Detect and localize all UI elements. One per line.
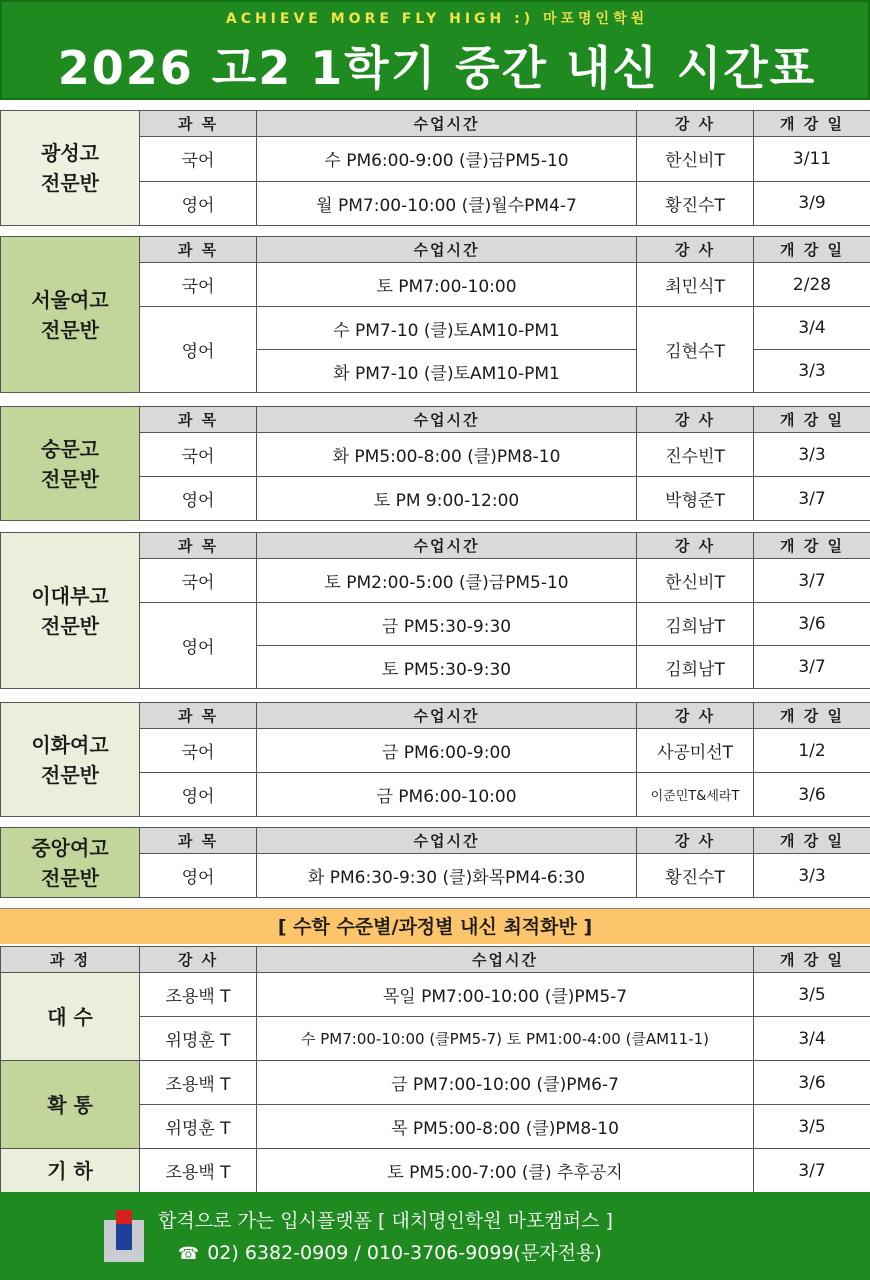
math-table <box>0 946 870 1193</box>
teacher-cell: 박형준T <box>637 477 754 521</box>
school-name: 이대부고 전문반 <box>1 533 140 689</box>
start-cell: 3/7 <box>754 559 870 603</box>
time-cell: 수 PM7-10 (클)토AM10-PM1 <box>257 307 637 350</box>
subject-cell: 국어 <box>140 559 257 603</box>
teacher-cell: 한신비T <box>637 137 754 181</box>
teacher-cell: 한신비T <box>637 559 754 603</box>
col-time: 수업시간 <box>257 533 637 559</box>
col-subject: 과 목 <box>140 111 257 137</box>
teacher-cell: 조용백 T <box>140 1061 257 1105</box>
time-cell: 목일 PM7:00-10:00 (클)PM5-7 <box>257 973 754 1017</box>
start-cell: 3/5 <box>754 1105 870 1149</box>
subject-cell: 영어 <box>140 854 257 898</box>
school-name: 이화여고 전문반 <box>1 703 140 817</box>
col-start: 개 강 일 <box>754 947 870 973</box>
start-cell: 3/5 <box>754 973 870 1017</box>
col-teacher: 강 사 <box>637 533 754 559</box>
footer-slogan: 합격으로 가는 입시플랫폼 [ 대치명인학원 마포캠퍼스 ] <box>158 1210 613 1232</box>
col-subject: 과 목 <box>140 828 257 854</box>
course-name: 확 통 <box>1 1061 140 1149</box>
time-cell: 금 PM5:30-9:30 <box>257 603 637 646</box>
time-cell: 토 PM5:30-9:30 <box>257 646 637 689</box>
footer-contact <box>178 1238 602 1265</box>
col-start: 개 강 일 <box>754 407 870 433</box>
time-cell: 금 PM7:00-10:00 (클)PM6-7 <box>257 1061 754 1105</box>
start-cell: 3/7 <box>754 1149 870 1193</box>
start-cell: 3/3 <box>754 854 870 898</box>
time-cell: 토 PM 9:00-12:00 <box>257 477 637 521</box>
start-cell: 3/6 <box>754 773 870 817</box>
col-time: 수업시간 <box>257 111 637 137</box>
col-start: 개 강 일 <box>754 237 870 263</box>
col-teacher: 강 사 <box>637 828 754 854</box>
start-cell: 3/7 <box>754 477 870 521</box>
subject-cell: 영어 <box>140 477 257 521</box>
start-cell: 3/3 <box>754 433 870 477</box>
teacher-cell: 조용백 T <box>140 973 257 1017</box>
teacher-cell: 김현수T <box>637 307 754 393</box>
teacher-cell: 위명훈 T <box>140 1017 257 1061</box>
col-time: 수업시간 <box>257 237 637 263</box>
subject-cell: 영어 <box>140 307 257 393</box>
teacher-cell: 황진수T <box>637 854 754 898</box>
time-cell: 토 PM2:00-5:00 (클)금PM5-10 <box>257 559 637 603</box>
col-time: 수업시간 <box>257 407 637 433</box>
start-cell: 1/2 <box>754 729 870 773</box>
start-cell: 3/6 <box>754 603 870 646</box>
col-time: 수업시간 <box>257 947 754 973</box>
col-start: 개 강 일 <box>754 703 870 729</box>
start-cell: 3/4 <box>754 307 870 350</box>
col-start: 개 강 일 <box>754 533 870 559</box>
col-time: 수업시간 <box>257 828 637 854</box>
school-name: 서울여고 전문반 <box>1 237 140 393</box>
teacher-cell: 김희남T <box>637 646 754 689</box>
teacher-cell: 조용백 T <box>140 1149 257 1193</box>
start-cell: 3/6 <box>754 1061 870 1105</box>
col-start: 개 강 일 <box>754 828 870 854</box>
col-teacher: 강 사 <box>637 407 754 433</box>
col-subject: 과 목 <box>140 703 257 729</box>
school-section-jungang-girls <box>0 827 870 898</box>
teacher-cell: 진수빈T <box>637 433 754 477</box>
time-cell: 화 PM7-10 (클)토AM10-PM1 <box>257 350 637 393</box>
time-cell: 수 PM7:00-10:00 (클PM5-7) 토 PM1:00-4:00 (클AM11-1) <box>257 1017 754 1061</box>
teacher-cell: 황진수T <box>637 181 754 225</box>
time-cell: 화 PM6:30-9:30 (클)화목PM4-6:30 <box>257 854 637 898</box>
col-subject: 과 목 <box>140 533 257 559</box>
time-cell: 목 PM5:00-8:00 (클)PM8-10 <box>257 1105 754 1149</box>
header-banner <box>0 0 870 100</box>
start-cell: 3/4 <box>754 1017 870 1061</box>
subject-cell: 국어 <box>140 729 257 773</box>
start-cell: 3/3 <box>754 350 870 393</box>
school-section-ewha-affiliated <box>0 532 870 689</box>
start-cell: 2/28 <box>754 263 870 307</box>
phone-icon: ☎ <box>178 1244 200 1264</box>
school-section-sungmun <box>0 406 870 521</box>
school-name: 광성고 전문반 <box>1 111 140 226</box>
subject-cell: 국어 <box>140 137 257 181</box>
col-time: 수업시간 <box>257 703 637 729</box>
subject-cell: 영어 <box>140 603 257 689</box>
school-name: 중앙여고 전문반 <box>1 828 140 898</box>
subject-cell: 국어 <box>140 263 257 307</box>
time-cell: 화 PM5:00-8:00 (클)PM8-10 <box>257 433 637 477</box>
col-teacher: 강 사 <box>140 947 257 973</box>
start-cell: 3/7 <box>754 646 870 689</box>
school-section-gwangseong <box>0 110 870 226</box>
subject-cell: 영어 <box>140 773 257 817</box>
course-name: 기 하 <box>1 1149 140 1193</box>
school-section-seoul-girls <box>0 236 870 393</box>
teacher-cell: 김희남T <box>637 603 754 646</box>
course-name: 대 수 <box>1 973 140 1061</box>
tagline: ACHIEVE MORE FLY HIGH :) 마포명인학원 <box>225 11 649 27</box>
col-teacher: 강 사 <box>637 111 754 137</box>
time-cell: 토 PM5:00-7:00 (클) 추후공지 <box>257 1149 754 1193</box>
teacher-cell: 최민식T <box>637 263 754 307</box>
teacher-cell: 이준민T&세라T <box>637 773 754 817</box>
school-section-ewha-girls <box>0 702 870 817</box>
academy-logo-icon <box>104 1210 144 1262</box>
math-section-title: [ 수학 수준별/과정별 내신 최적화반 ] <box>0 908 870 944</box>
col-teacher: 강 사 <box>637 703 754 729</box>
footer-phone: 02) 6382-0909 / 010-3706-9099(문자전용) <box>207 1242 602 1264</box>
subject-cell: 국어 <box>140 433 257 477</box>
page-title: 2026 고2 1학기 중간 내신 시간표 <box>57 41 817 95</box>
col-subject: 과 목 <box>140 407 257 433</box>
start-cell: 3/9 <box>754 181 870 225</box>
col-start: 개 강 일 <box>754 111 870 137</box>
col-teacher: 강 사 <box>637 237 754 263</box>
subject-cell: 영어 <box>140 181 257 225</box>
time-cell: 토 PM7:00-10:00 <box>257 263 637 307</box>
time-cell: 금 PM6:00-9:00 <box>257 729 637 773</box>
time-cell: 월 PM7:00-10:00 (클)월수PM4-7 <box>257 181 637 225</box>
school-name: 숭문고 전문반 <box>1 407 140 521</box>
time-cell: 수 PM6:00-9:00 (클)금PM5-10 <box>257 137 637 181</box>
col-subject: 과 목 <box>140 237 257 263</box>
time-cell: 금 PM6:00-10:00 <box>257 773 637 817</box>
col-course: 과 정 <box>1 947 140 973</box>
teacher-cell: 사공미선T <box>637 729 754 773</box>
start-cell: 3/11 <box>754 137 870 181</box>
teacher-cell: 위명훈 T <box>140 1105 257 1149</box>
